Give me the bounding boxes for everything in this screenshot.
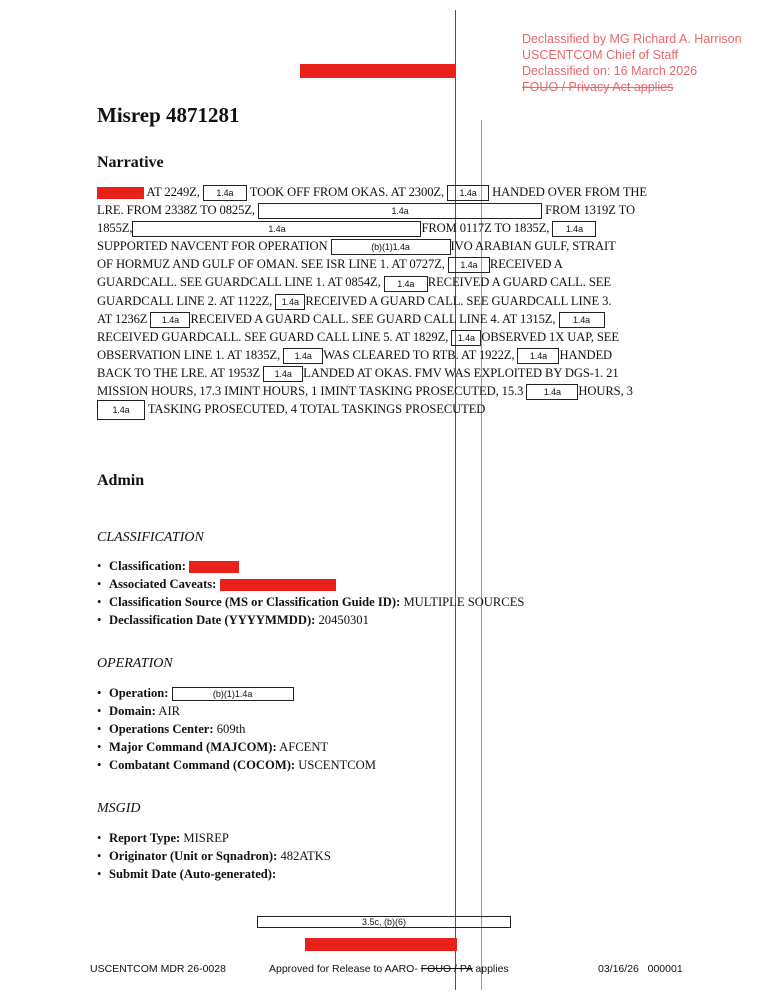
field-label: Major Command (MAJCOM): — [109, 740, 277, 754]
narrative-fragment: HANDED OVER FROM THE — [492, 185, 648, 199]
redaction-box: 1.4a — [150, 312, 190, 328]
narrative-fragment: SUPPORTED NAVCENT FOR OPERATION — [97, 239, 328, 254]
narrative-fragment: LRE. FROM 2338Z TO 0825Z, — [97, 203, 255, 218]
redaction-box: 1.4a — [517, 348, 559, 364]
field-value: 482ATKS — [280, 849, 331, 863]
field-label: Submit Date (Auto-generated): — [109, 867, 277, 881]
footer-text: FOUO / PA — [420, 963, 473, 975]
footer-text: applies — [475, 963, 509, 975]
narrative-fragment: AT 2249Z, — [146, 185, 200, 199]
field-value: AIR — [158, 704, 181, 718]
field-value: AFCENT — [279, 740, 329, 754]
field-value: 20450301 — [318, 613, 369, 627]
field-value: 609th — [216, 722, 246, 736]
footer-left: USCENTCOM MDR 26-0028 — [90, 963, 226, 975]
narrative-fragment: TASKING PROSECUTED, 4 TOTAL TASKINGS PROSECUTED — [147, 402, 486, 417]
field-value: MISREP — [183, 831, 229, 845]
list-item — [97, 702, 376, 720]
list-item — [97, 738, 376, 756]
field-value: MULTIPLE SOURCES — [403, 595, 525, 609]
redaction-bar — [305, 938, 457, 951]
narrative-fragment: OF HORMUZ AND GULF OF OMAN. SEE ISR LINE 1. AT 0727Z, — [97, 257, 445, 272]
operation-heading: OPERATION — [97, 656, 173, 671]
field-label: Operation: — [109, 686, 169, 700]
msgid-heading: MSGID — [97, 801, 141, 816]
redaction-box: 1.4a — [263, 366, 303, 382]
footer-center — [269, 963, 509, 975]
classification-heading: CLASSIFICATION — [97, 530, 204, 545]
list-item — [97, 593, 524, 611]
list-item — [97, 557, 524, 575]
redaction-bar — [300, 64, 456, 78]
field-label: Classification Source (MS or Classification Guide ID): — [109, 595, 401, 609]
stamp-line: FOUO / Privacy Act applies — [522, 80, 674, 94]
narrative-fragment: RECEIVED A — [489, 257, 563, 272]
redaction-box: 1.4a — [448, 257, 490, 273]
narrative-fragment: FROM 0117Z TO 1835Z, — [421, 221, 550, 236]
narrative-fragment: RECEIVED A GUARD CALL. SEE GUARDCALL LINE 3. — [305, 293, 612, 308]
narrative-fragment: RECEIVED A GUARD CALL. SEE — [427, 275, 611, 290]
narrative-fragment: GUARDCALL. SEE GUARDCALL LINE 1. AT 0854Z, — [97, 275, 381, 290]
field-label: Classification: — [109, 559, 186, 573]
redaction-bar — [220, 579, 336, 591]
redaction-box: 1.4a — [451, 330, 481, 346]
list-item — [97, 865, 331, 883]
redaction-box: (b)(1)1.4a — [172, 687, 294, 701]
field-label: Report Type: — [109, 831, 181, 845]
redaction-box: 1.4a — [97, 400, 145, 420]
field-label: Declassification Date (YYYYMMDD): — [109, 613, 316, 627]
list-item — [97, 756, 376, 774]
footer-right: 03/16/26 000001 — [598, 963, 683, 975]
narrative-fragment: 1855Z, — [97, 221, 133, 236]
narrative-fragment: LANDED AT OKAS. FMV WAS EXPLOITED BY DGS-1. 21 — [303, 365, 619, 380]
classification-list — [97, 557, 524, 629]
list-item — [97, 847, 331, 865]
redaction-box: (b)(1)1.4a — [331, 239, 451, 255]
field-label: Originator (Unit or Sqnadron): — [109, 849, 278, 863]
page-title: Misrep 4871281 — [97, 103, 240, 127]
narrative-fragment: FROM 1319Z TO — [545, 203, 635, 218]
footer-text: Approved for Release to AARO- — [269, 963, 418, 975]
stamp-line: Declassified on: 16 March 2026 — [522, 64, 698, 78]
operation-list — [97, 684, 376, 774]
list-item — [97, 829, 331, 847]
narrative-fragment: RECEIVED A GUARD CALL. SEE GUARD CALL LINE 4. AT 1315Z, — [190, 311, 556, 326]
admin-heading: Admin — [97, 472, 145, 489]
list-item — [97, 575, 524, 593]
narrative-fragment: BACK TO THE LRE. AT 1953Z — [97, 365, 261, 380]
list-item — [97, 611, 524, 629]
narrative-fragment: OBSERVED 1X UAP, SEE — [481, 329, 619, 344]
field-label: Operations Center: — [109, 722, 214, 736]
narrative-fragment: HANDED — [559, 347, 613, 362]
field-value: USCENTCOM — [298, 758, 376, 772]
redaction-bar — [189, 561, 239, 573]
redaction-box: 1.4a — [132, 221, 421, 237]
narrative-fragment: IVO ARABIAN GULF, STRAIT — [450, 239, 616, 254]
declassification-stamp — [522, 31, 742, 95]
redaction-box: 1.4a — [552, 221, 596, 237]
narrative-fragment: RECEIVED GUARDCALL. SEE GUARD CALL LINE 5. AT 1829Z, — [97, 329, 449, 344]
field-label: Combatant Command (COCOM): — [109, 758, 296, 772]
stamp-line: USCENTCOM Chief of Staff — [522, 48, 679, 62]
narrative-text — [97, 183, 672, 418]
msgid-list — [97, 829, 331, 883]
redaction-box: 3.5c, (b)(6) — [257, 916, 511, 928]
narrative-fragment: TOOK OFF FROM OKAS. AT 2300Z, — [249, 185, 445, 199]
narrative-fragment: MISSION HOURS, 17.3 IMINT HOURS, 1 IMINT TASKING PROSECUTED, 15.3 — [97, 384, 524, 399]
narrative-heading: Narrative — [97, 154, 164, 171]
redaction-box: 1.4a — [559, 312, 605, 328]
stamp-line: Declassified by MG Richard A. Harrison — [522, 32, 742, 46]
list-item — [97, 720, 376, 738]
redaction-box: 1.4a — [283, 348, 323, 364]
redaction-bar — [97, 187, 144, 199]
field-label: Domain: — [109, 704, 156, 718]
field-label: Associated Caveats: — [109, 577, 217, 591]
narrative-fragment: WAS CLEARED TO RTB. AT 1922Z, — [323, 347, 515, 362]
narrative-fragment: OBSERVATION LINE 1. AT 1835Z, — [97, 347, 281, 362]
narrative-fragment: GUARDCALL LINE 2. AT 1122Z, — [97, 293, 273, 308]
narrative-fragment: AT 1236Z — [97, 311, 148, 326]
list-item — [97, 684, 376, 702]
redaction-box: 1.4a — [384, 276, 428, 292]
redaction-box: 1.4a — [275, 294, 305, 310]
scan-line — [455, 10, 456, 990]
redaction-box: 1.4a — [526, 384, 578, 400]
narrative-fragment: HOURS, 3 — [578, 384, 633, 399]
redaction-box: 1.4a — [258, 203, 542, 219]
redaction-box: 1.4a — [203, 185, 247, 201]
redaction-box: 1.4a — [447, 185, 489, 201]
